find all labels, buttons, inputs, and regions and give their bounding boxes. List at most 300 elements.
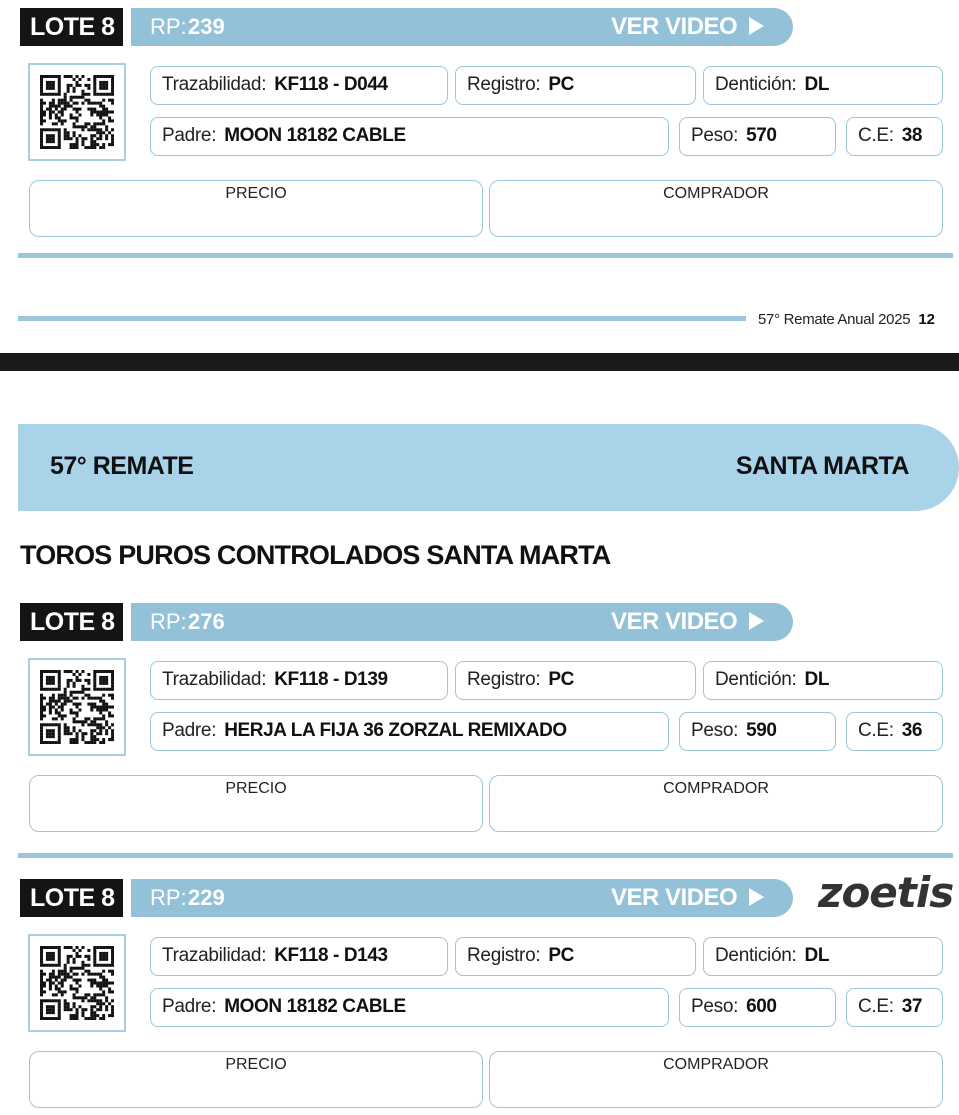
qr-module [67,670,70,673]
qr-module [99,682,102,685]
qr-module [58,741,61,744]
qr-module [73,961,76,964]
qr-code-icon [40,75,114,149]
qr-module [58,99,61,102]
qr-module [93,741,96,744]
qr-module [108,726,111,729]
qr-module [40,108,43,111]
qr-module [105,982,108,985]
qr-module [58,1008,61,1011]
qr-module [96,717,99,720]
qr-module [102,703,105,706]
qr-code[interactable] [28,63,126,161]
qr-module [93,717,96,720]
qr-module [87,958,90,961]
peso-label: Peso: [691,996,739,1017]
qr-module [73,703,76,706]
qr-module [96,122,99,125]
qr-module [105,732,108,735]
qr-module [55,708,58,711]
qr-module [49,682,52,685]
qr-module [99,679,102,682]
qr-module [90,1011,93,1014]
qr-module [43,973,46,976]
qr-module [99,946,102,949]
qr-module [64,688,67,691]
qr-module [73,717,76,720]
qr-module [81,732,84,735]
qr-module [93,108,96,111]
qr-module [73,993,76,996]
padre-label: Padre: [162,720,217,741]
qr-module [61,708,64,711]
qr-module [78,729,81,732]
qr-module [105,682,108,685]
qr-module [40,726,43,729]
qr-module [58,732,61,735]
padre-label: Padre: [162,125,217,146]
qr-module [78,78,81,81]
qr-module [55,105,58,108]
qr-module [55,993,58,996]
qr-module [46,952,49,955]
padre-field [150,988,669,1027]
qr-module [102,726,105,729]
qr-module [43,946,46,949]
rp-label: RP: [150,885,187,910]
qr-module [58,976,61,979]
precio-box[interactable] [29,180,483,237]
qr-module [64,102,67,105]
qr-module [58,738,61,741]
qr-module [76,720,79,723]
qr-module [108,982,111,985]
qr-module [40,1005,43,1008]
comprador-box[interactable] [489,1051,943,1108]
qr-module [84,137,87,140]
qr-module [108,987,111,990]
watch-video-button[interactable] [611,879,764,917]
qr-module [84,122,87,125]
qr-module [93,706,96,709]
qr-module [90,140,93,143]
qr-module [52,146,55,149]
qr-module [58,1002,61,1005]
qr-module [52,946,55,949]
qr-module [90,137,93,140]
qr-module [43,706,46,709]
qr-module [90,697,93,700]
qr-module [43,670,46,673]
qr-module [105,996,108,999]
qr-module [111,75,114,78]
watch-video-button[interactable] [611,603,764,641]
qr-module [93,955,96,958]
qr-module [43,146,46,149]
peso-field [679,712,836,751]
qr-module [111,128,114,131]
qr-module [70,96,73,99]
qr-module [76,108,79,111]
qr-module [99,732,102,735]
qr-module [40,116,43,119]
qr-module [81,670,84,673]
qr-module [58,1017,61,1020]
qr-module [67,137,70,140]
precio-box[interactable] [29,775,483,832]
qr-module [70,1014,73,1017]
qr-module [105,952,108,955]
qr-module [70,955,73,958]
qr-module [49,955,52,958]
denticion-label: Dentición: [715,945,797,966]
qr-module [40,732,43,735]
qr-module [111,688,114,691]
qr-module [102,75,105,78]
qr-module [96,732,99,735]
qr-module [49,958,52,961]
qr-module [93,111,96,114]
qr-module [90,143,93,146]
qr-module [70,711,73,714]
peso-field [679,117,836,156]
comprador-box[interactable] [489,180,943,237]
qr-module [93,973,96,976]
qr-module [105,134,108,137]
qr-module [67,84,70,87]
qr-module [87,108,90,111]
qr-module [43,741,46,744]
qr-module [111,81,114,84]
qr-module [58,102,61,105]
qr-module [58,116,61,119]
qr-module [76,111,79,114]
qr-module [99,137,102,140]
qr-module [49,1008,52,1011]
qr-module [96,93,99,96]
qr-module [40,685,43,688]
qr-module [93,682,96,685]
qr-module [52,723,55,726]
footer-rule [18,316,746,321]
qr-module [64,970,67,973]
qr-module [102,81,105,84]
qr-module [52,706,55,709]
qr-module [49,670,52,673]
qr-module [76,990,79,993]
trazabilidad-value: KF118 - D143 [274,945,388,966]
qr-module [96,697,99,700]
qr-module [87,723,90,726]
qr-module [105,93,108,96]
qr-module [76,116,79,119]
qr-module [40,143,43,146]
denticion-value: DL [804,74,830,95]
qr-module [64,137,67,140]
qr-module [40,670,43,673]
qr-module [81,720,84,723]
qr-code[interactable] [28,934,126,1032]
qr-module [102,979,105,982]
qr-module [40,134,43,137]
qr-module [55,979,58,982]
qr-module [70,670,73,673]
padre-value: MOON 18182 CABLE [224,125,406,146]
qr-module [76,81,79,84]
qr-module [46,81,49,84]
qr-module [78,955,81,958]
qr-module [40,990,43,993]
qr-module [52,84,55,87]
qr-module [40,958,43,961]
qr-module [93,670,96,673]
qr-module [58,949,61,952]
page-number: 12 [918,311,936,328]
qr-module [81,946,84,949]
qr-module [61,982,64,985]
qr-module [81,961,84,964]
qr-module [111,111,114,114]
qr-module [102,958,105,961]
qr-module [73,1017,76,1020]
qr-module [58,958,61,961]
qr-module [49,140,52,143]
qr-module [58,706,61,709]
qr-module [78,125,81,128]
lot-number-tag: LOTE 8 [20,879,123,917]
qr-module [111,990,114,993]
qr-module [99,984,102,987]
qr-module [49,732,52,735]
qr-module [64,1002,67,1005]
qr-module [52,105,55,108]
qr-module [70,84,73,87]
precio-label: PRECIO [225,780,287,797]
qr-module [96,726,99,729]
qr-module [61,119,64,122]
qr-module [99,1005,102,1008]
qr-module [76,140,79,143]
qr-module [70,946,73,949]
qr-module [96,964,99,967]
qr-module [40,708,43,711]
qr-module [58,970,61,973]
qr-module [84,717,87,720]
ce-value: 38 [901,125,923,146]
qr-module [76,741,79,744]
qr-module [49,946,52,949]
qr-module [105,1008,108,1011]
qr-module [40,982,43,985]
qr-module [99,670,102,673]
qr-module [73,1005,76,1008]
qr-module [58,673,61,676]
precio-box[interactable] [29,1051,483,1108]
qr-module [84,694,87,697]
qr-module [96,946,99,949]
qr-module [96,1014,99,1017]
qr-module [58,143,61,146]
qr-module [55,128,58,131]
qr-module [105,108,108,111]
qr-module [58,961,61,964]
peso-field [679,988,836,1027]
qr-module [49,979,52,982]
qr-module [61,102,64,105]
qr-module [93,84,96,87]
precio-label: PRECIO [225,185,287,202]
trazabilidad-field [150,661,448,700]
qr-module [81,96,84,99]
qr-module [93,703,96,706]
qr-module [105,729,108,732]
qr-module [105,679,108,682]
qr-module [49,116,52,119]
qr-module [90,741,93,744]
qr-module [99,81,102,84]
qr-module [76,987,79,990]
qr-module [111,949,114,952]
qr-module [49,729,52,732]
qr-module [61,714,64,717]
qr-module [64,75,67,78]
qr-module [93,143,96,146]
qr-module [93,679,96,682]
qr-module [58,78,61,81]
qr-module [81,93,84,96]
qr-module [55,700,58,703]
ce-label: C.E: [858,720,894,741]
qr-module [61,970,64,973]
qr-module [81,964,84,967]
qr-module [93,735,96,738]
qr-module [99,87,102,90]
qr-module [93,949,96,952]
qr-module [76,691,79,694]
qr-module [43,982,46,985]
qr-code[interactable] [28,658,126,756]
ce-field [846,712,943,751]
qr-module [78,996,81,999]
qr-module [108,111,111,114]
qr-module [93,964,96,967]
qr-module [52,729,55,732]
qr-module [76,967,79,970]
qr-module [76,706,79,709]
qr-module [102,714,105,717]
registro-field [455,937,696,976]
qr-module [58,735,61,738]
qr-module [102,964,105,967]
qr-module [52,732,55,735]
qr-module [58,714,61,717]
qr-module [93,1017,96,1020]
qr-module [93,90,96,93]
qr-module [64,93,67,96]
registro-label: Registro: [467,74,541,95]
qr-module [58,676,61,679]
qr-module [49,113,52,116]
qr-module [108,946,111,949]
qr-module [93,697,96,700]
qr-module [40,673,43,676]
qr-module [102,706,105,709]
qr-module [102,993,105,996]
qr-module [93,93,96,96]
qr-module [99,964,102,967]
qr-module [99,688,102,691]
qr-module [76,84,79,87]
qr-module [102,946,105,949]
qr-module [84,1017,87,1020]
qr-module [78,84,81,87]
qr-module [90,1014,93,1017]
qr-module [84,970,87,973]
qr-module [93,1011,96,1014]
qr-module [43,697,46,700]
qr-module [64,1005,67,1008]
qr-module [102,676,105,679]
qr-module [73,96,76,99]
padre-label: Padre: [162,996,217,1017]
qr-module [49,676,52,679]
qr-module [76,75,79,78]
watch-video-button[interactable] [611,8,764,46]
qr-module [58,1014,61,1017]
comprador-box[interactable] [489,775,943,832]
qr-module [58,105,61,108]
qr-module [87,102,90,105]
qr-module [99,987,102,990]
qr-module [52,1011,55,1014]
qr-module [61,706,64,709]
qr-module [96,1002,99,1005]
qr-module [49,976,52,979]
qr-module [99,999,102,1002]
qr-module [90,999,93,1002]
qr-module [52,694,55,697]
qr-module [46,676,49,679]
qr-module [99,993,102,996]
qr-module [111,970,114,973]
qr-module [111,946,114,949]
qr-module [99,116,102,119]
qr-module [58,75,61,78]
qr-module [52,682,55,685]
qr-module [81,973,84,976]
qr-module [46,75,49,78]
qr-module [73,1014,76,1017]
qr-module [67,75,70,78]
qr-module [78,673,81,676]
qr-module [52,111,55,114]
qr-module [111,1005,114,1008]
qr-module [76,973,79,976]
qr-module [111,679,114,682]
qr-module [40,703,43,706]
qr-module [67,685,70,688]
qr-module [58,685,61,688]
qr-module [111,952,114,955]
qr-module [90,146,93,149]
qr-module [70,738,73,741]
qr-module [99,958,102,961]
qr-module [52,982,55,985]
qr-module [99,1008,102,1011]
qr-module [111,714,114,717]
qr-module [76,952,79,955]
qr-module [49,108,52,111]
